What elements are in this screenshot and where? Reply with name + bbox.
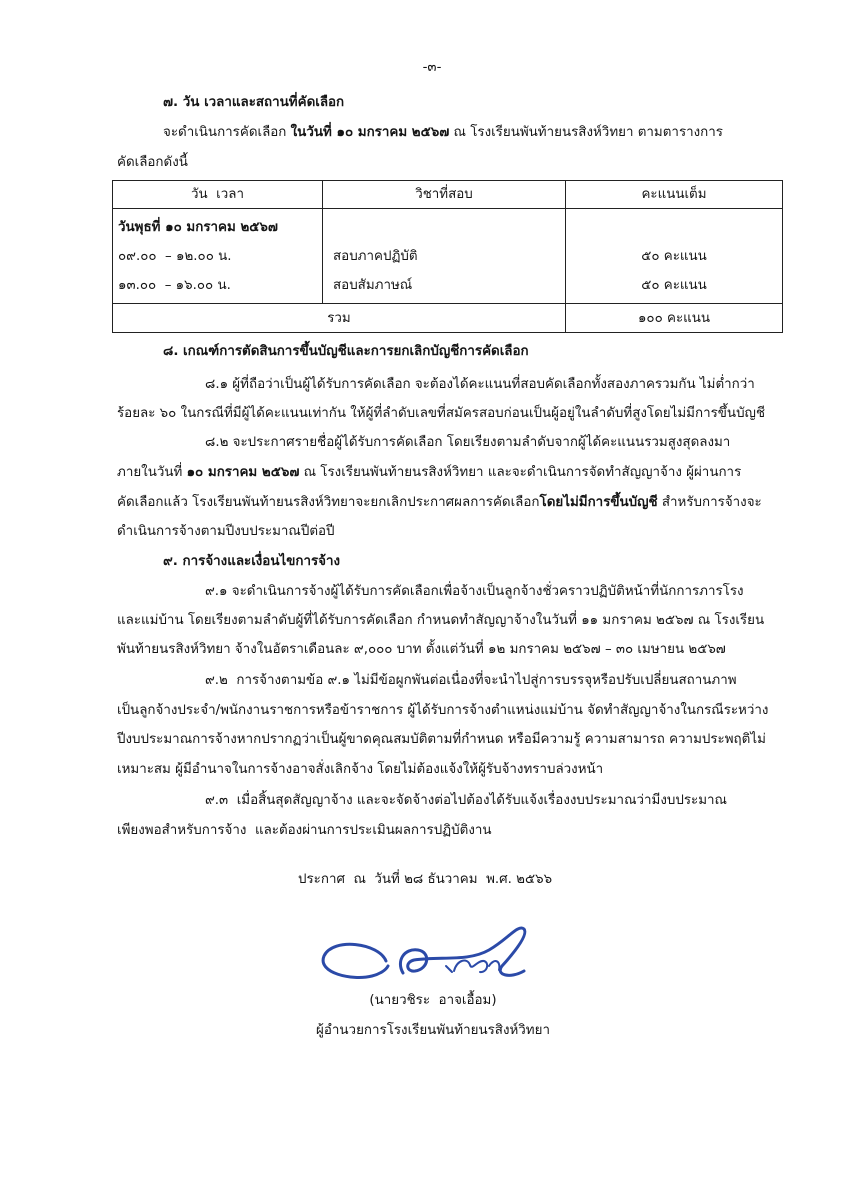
section-8-heading: ๘. เกณฑ์การตัดสินการขึ้นบัญชีและการยกเลิกบัญชีการคัดเลือก — [163, 344, 529, 359]
signature-stroke — [400, 928, 524, 975]
section-7-line-2: คัดเลือกดังนี้ — [117, 155, 188, 170]
datetime-cell — [113, 209, 323, 304]
item-9-2-line-4: เหมาะสม ผู้มีอำนาจในการจ้างอาจสั่งเลิกจ้าง โดยไม่ต้องแจ้งให้ผู้รับจ้างทราบล่วงหน้า — [117, 762, 604, 777]
section-7-line-1-text: จะดำเนินการคัดเลือก — [163, 125, 291, 140]
item-9-1-line-3: พันท้ายนรสิงห์วิทยา จ้างในอัตราเดือนละ ๙,๐๐๐ บาท ตั้งแต่วันที่ ๑๒ มกราคม ๒๕๖๗ – ๓๐ เมษายน ๒๕๖๗ — [117, 642, 726, 657]
no-waitlist-bold: โดยไม่มีการขึ้นบัญชี — [539, 495, 658, 510]
item-8-2-line-4: ดำเนินการจ้างตามปีงบประมาณปีต่อปี — [117, 524, 335, 539]
item-8-2-line-2-text: ภายในวันที่ — [117, 465, 187, 480]
item-9-1-line-2: และแม่บ้าน โดยเรียงตามลำดับผู้ที่ได้รับการคัดเลือก กำหนดทำสัญญาจ้างในวันที่ ๑๑ มกราคม ๒๕๖๗ ณ โรงเรียน — [117, 613, 765, 628]
section-9-heading: ๙. การจ้างและเงื่อนไขการจ้าง — [163, 554, 341, 569]
table-total-row — [113, 304, 783, 333]
header-full-score: คะแนนเต็ม — [566, 181, 783, 209]
section-7-heading: ๗. วัน เวลาและสถานที่คัดเลือก — [163, 95, 345, 110]
item-9-2-line-3: ปีงบประมาณการจ้างหากปรากฏว่าเป็นผู้ขาดคุณสมบัติตามที่กำหนด หรือมีความรู้ ความสามารถ ความประพฤติไม่ — [117, 732, 766, 747]
time-slot-1: ๐๙.๐๐ – ๑๒.๐๐ น. — [118, 249, 232, 264]
item-8-2-line-3-text: คัดเลือกแล้ว โรงเรียนพันท้ายนรสิงห์วิทยาจะยกเลิกประกาศผลการคัดเลือก — [117, 495, 540, 510]
item-8-1-line-1: ๘.๑ ผู้ที่ถือว่าเป็นผู้ได้รับการคัดเลือก จะต้องได้คะแนนที่สอบคัดเลือกทั้งสองภาครวมกัน ไม่ต่ำกว่า — [205, 377, 755, 392]
signature-stroke — [323, 944, 388, 977]
exam-schedule-table — [112, 180, 783, 333]
header-datetime: วัน เวลา — [113, 181, 323, 209]
item-8-2-line-1: ๘.๒ จะประกาศรายชื่อผู้ได้รับการคัดเลือก โดยเรียงตามลำดับจากผู้ได้คะแนนรวมสูงสุดลงมา — [205, 435, 731, 450]
time-slot-2: ๑๓.๐๐ – ๑๖.๐๐ น. — [118, 278, 231, 293]
item-8-2-line-3 — [117, 490, 782, 516]
subject-2: สอบสัมภาษณ์ — [333, 278, 413, 293]
table-row — [113, 209, 783, 304]
signatory-position: ผู้อำนวยการโรงเรียนพันท้ายนรสิงห์วิทยา — [316, 1023, 550, 1038]
signature — [310, 915, 535, 990]
item-9-3-line-1: ๙.๓ เมื่อสิ้นสุดสัญญาจ้าง และจะจัดจ้างต่อไปต้องได้รับแจ้งเรื่องงบประมาณว่ามีงบประมาณ — [205, 793, 727, 808]
item-9-3-line-2: เพียงพอสำหรับการจ้าง และต้องผ่านการประเมินผลการปฏิบัติงาน — [117, 823, 492, 838]
total-score: ๑๐๐ คะแนน — [566, 304, 783, 333]
signatory-name: (นายวชิระ อาจเอื้อม) — [369, 993, 497, 1008]
item-9-2-line-2: เป็นลูกจ้างประจำ/พนักงานราชการหรือข้าราชการ ผู้ได้รับการจ้างตำแหน่งแม่บ้าน จัดทำสัญญาจ้างในกรณีระหว่าง — [117, 703, 769, 718]
section-7-line-1 — [163, 120, 782, 146]
item-9-1-line-1: ๙.๑ จะดำเนินการจ้างผู้ได้รับการคัดเลือกเพื่อจ้างเป็นลูกจ้างชั่วคราวปฏิบัติหน้าที่นักการภารโรง — [205, 584, 744, 599]
announce-date-bold: ๑๐ มกราคม ๒๕๖๗ — [186, 465, 300, 480]
exam-date-bold: ในวันที่ ๑๐ มกราคม ๒๕๖๗ — [290, 125, 450, 140]
item-8-1-line-2: ร้อยละ ๖๐ ในกรณีที่มีผู้ได้คะแนนเท่ากัน ให้ผู้ที่ลำดับเลขที่สมัครสอบก่อนเป็นผู้อยู่ในลำดับที่สูงโดยไม่มีการขึ้นบัญชี — [117, 406, 766, 421]
section-7-line-1-rest: ณ โรงเรียนพันท้ายนรสิงห์วิทยา ตามตารางการ — [449, 125, 723, 140]
announcement-date: ประกาศ ณ วันที่ ๒๘ ธันวาคม พ.ศ. ๒๕๖๖ — [298, 872, 553, 887]
total-label: รวม — [113, 304, 566, 333]
item-8-2-line-3-rest: สำหรับการจ้างจะ — [657, 495, 762, 510]
header-subject: วิชาที่สอบ — [323, 181, 566, 209]
subject-1: สอบภาคปฏิบัติ — [333, 249, 418, 264]
score-cell — [566, 209, 783, 304]
item-9-2-line-1: ๙.๒ การจ้างตามข้อ ๙.๑ ไม่มีข้อผูกพันต่อเนื่องที่จะนำไปสู่การบรรจุหรือปรับเปลี่ยนสถานภาพ — [205, 673, 737, 688]
item-8-2-line-2-rest: ณ โรงเรียนพันท้ายนรสิงห์วิทยา และจะดำเนินการจัดทำสัญญาจ้าง ผู้ผ่านการ — [299, 465, 742, 480]
score-2: ๕๐ คะแนน — [641, 278, 707, 293]
score-1: ๕๐ คะแนน — [641, 249, 707, 264]
page-number: -๓- — [422, 60, 442, 75]
table-header-row — [113, 181, 783, 209]
exam-date-label: วันพุธที่ ๑๐ มกราคม ๒๕๖๗ — [118, 220, 278, 235]
item-8-2-line-2 — [117, 460, 782, 486]
subject-cell — [323, 209, 566, 304]
signature-stroke — [446, 960, 499, 972]
